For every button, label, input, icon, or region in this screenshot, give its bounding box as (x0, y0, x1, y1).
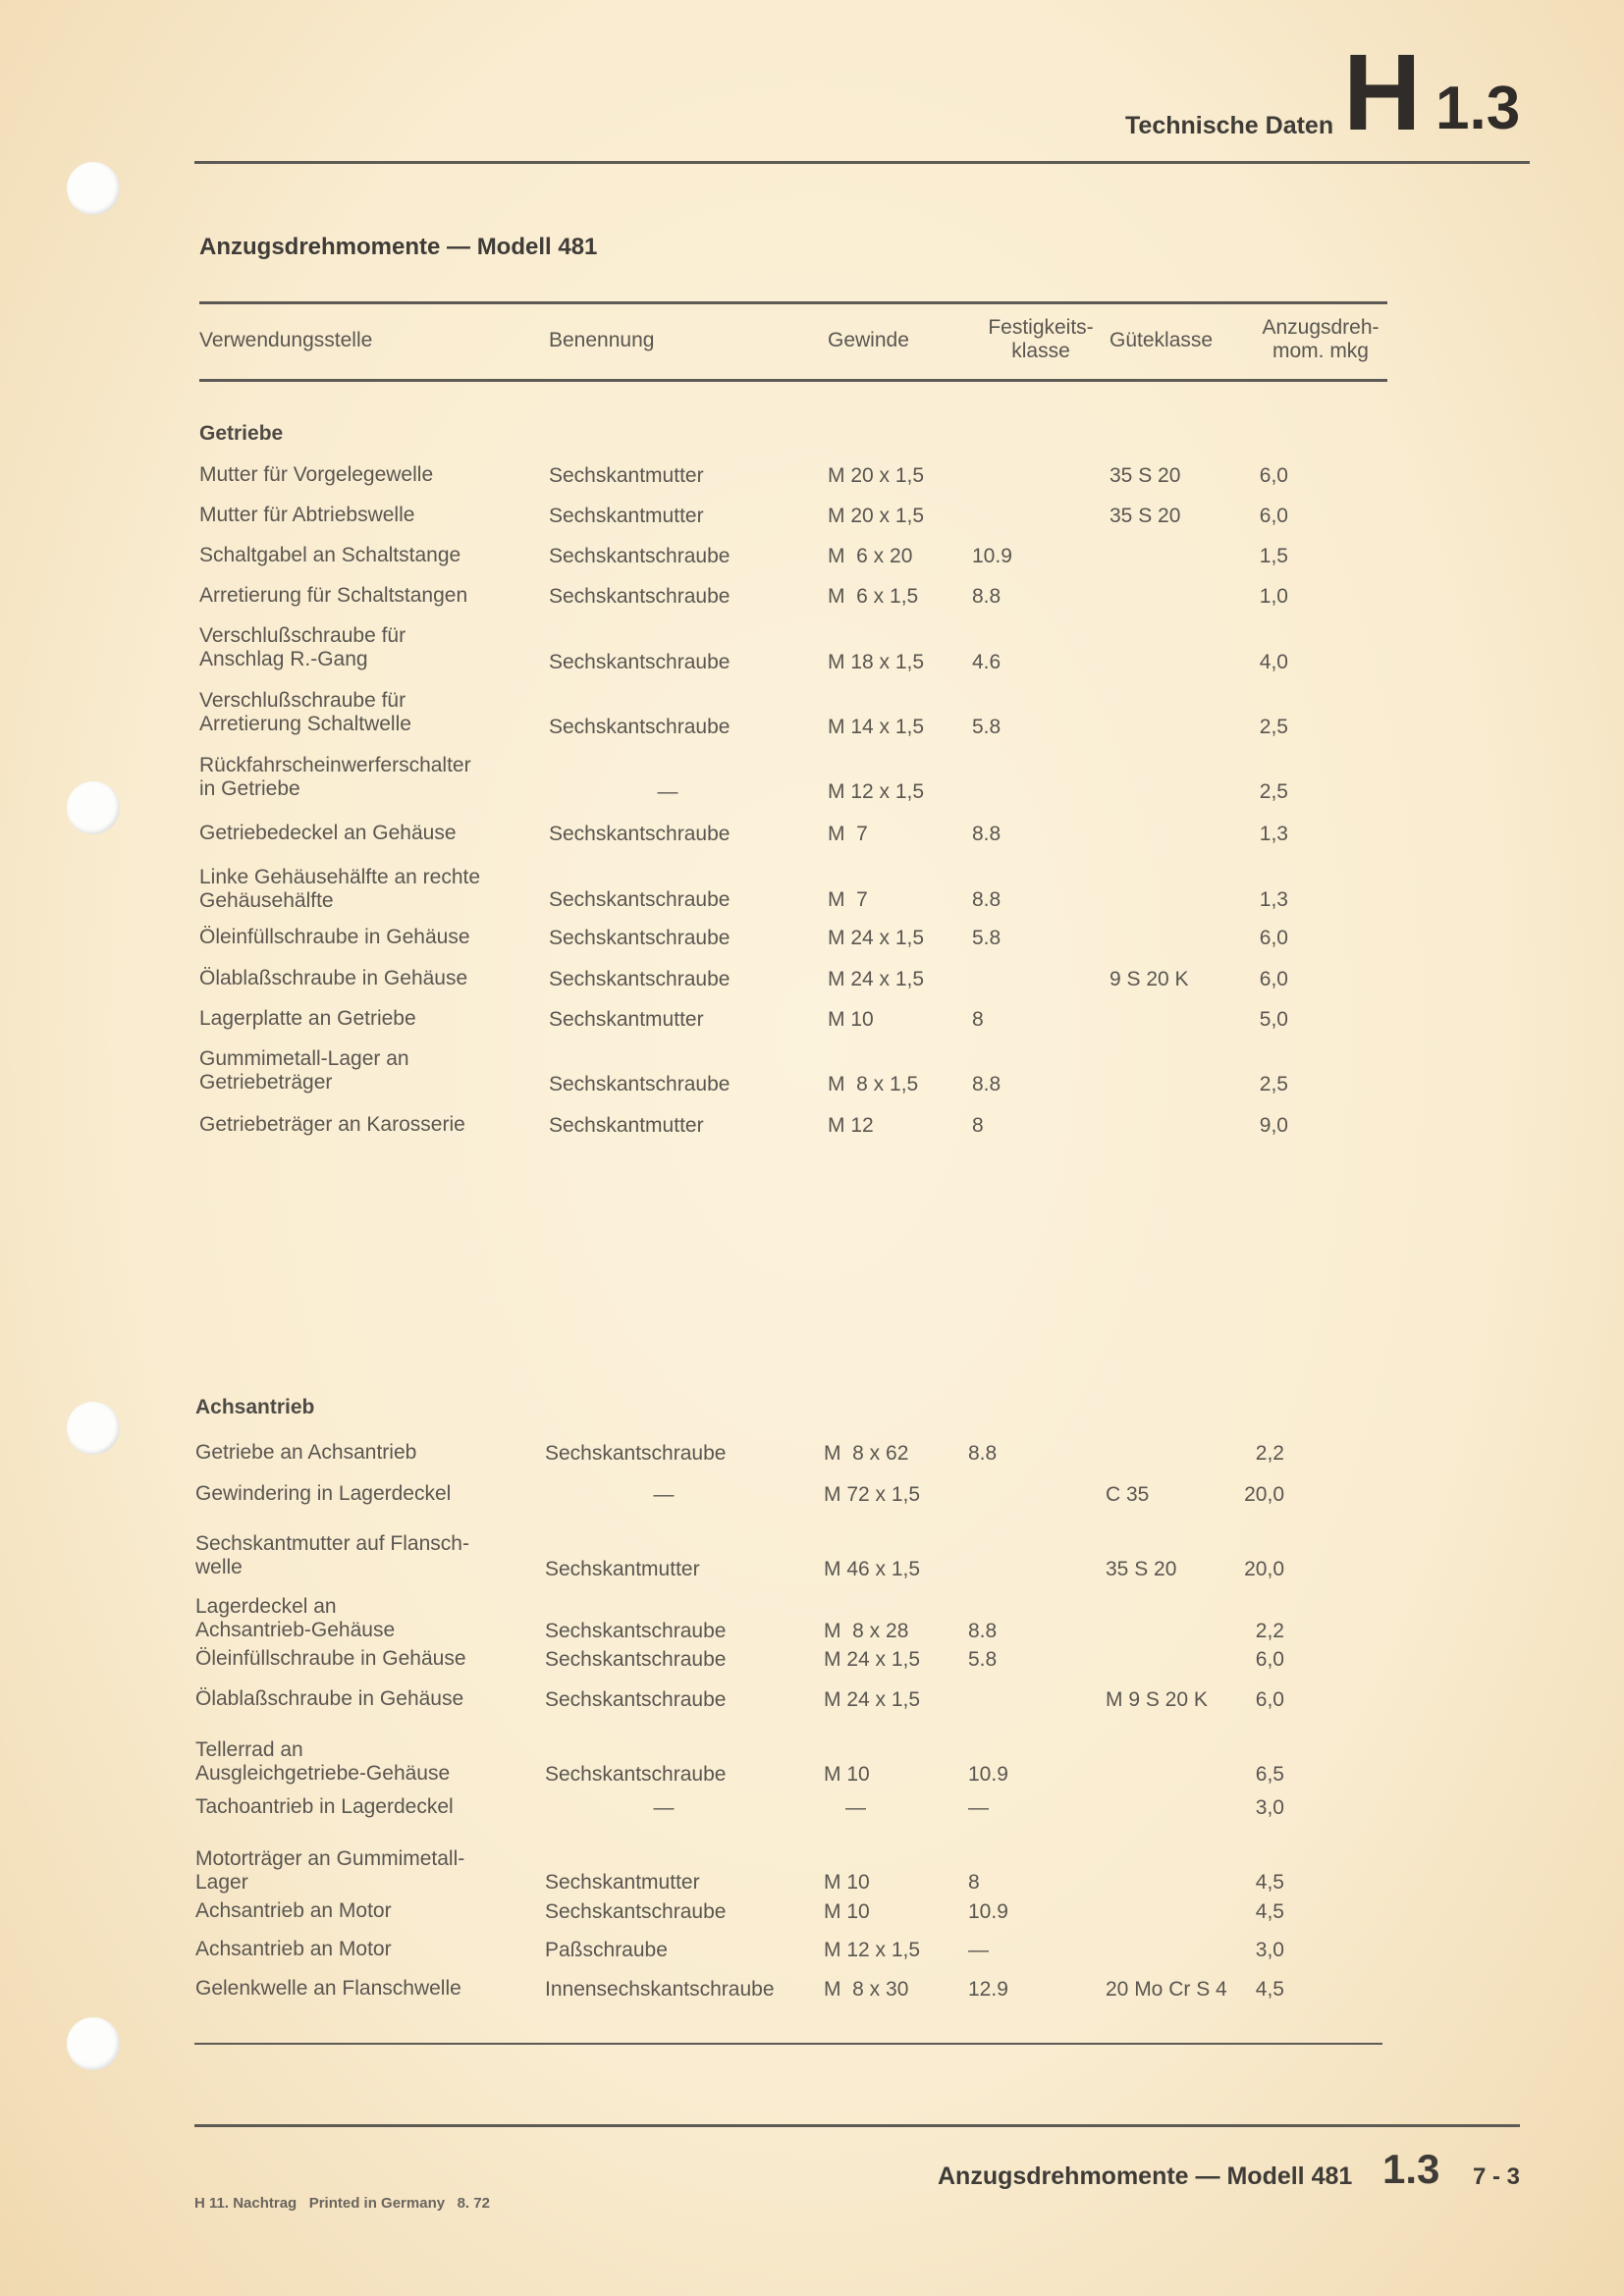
cell-gueteklasse: M 9 S 20 K (1106, 1688, 1208, 1711)
cell-anzugsdrehmoment: 5,0 (1259, 1008, 1288, 1031)
cell-festigkeitsklasse: 8.8 (972, 585, 1001, 608)
cell-anzugsdrehmoment: 6,5 (1255, 1763, 1284, 1786)
cell-verwendungsstelle: Ölablaßschraube in Gehäuse (195, 1687, 464, 1710)
cell-benennung: Sechskantmutter (549, 1008, 704, 1031)
table-header-rule (199, 379, 1387, 382)
cell-benennung: Sechskantschraube (549, 651, 731, 673)
cell-gewinde: — (845, 1796, 866, 1819)
table-bottom-rule (194, 2043, 1382, 2045)
cell-verwendungsstelle: Linke Gehäusehälfte an rechte Gehäusehälfte (199, 866, 481, 912)
punch-hole (67, 162, 120, 215)
cell-gewinde: M 8 x 28 (824, 1620, 909, 1642)
header-rule (194, 161, 1530, 164)
cell-verwendungsstelle: Achsantrieb an Motor (195, 1899, 392, 1922)
cell-gewinde: M 10 (824, 1900, 870, 1923)
cell-anzugsdrehmoment: 1,5 (1259, 545, 1288, 567)
cell-verwendungsstelle: Lagerdeckel an Achsantrieb-Gehäuse (195, 1595, 396, 1641)
cell-anzugsdrehmoment: 4,5 (1255, 1978, 1284, 2001)
cell-benennung: Sechskantschraube (549, 545, 731, 567)
cell-verwendungsstelle: Gewindering in Lagerdeckel (195, 1482, 452, 1505)
cell-festigkeitsklasse: 10.9 (968, 1900, 1008, 1923)
cell-gueteklasse: C 35 (1106, 1483, 1150, 1506)
punch-hole (67, 781, 120, 834)
cell-verwendungsstelle: Öleinfüllschraube in Gehäuse (195, 1647, 466, 1670)
cell-benennung: — (657, 780, 678, 803)
cell-gewinde: M 12 (828, 1114, 874, 1137)
cell-benennung: Sechskantschraube (549, 823, 731, 845)
footer-rule (194, 2124, 1520, 2127)
cell-anzugsdrehmoment: 4,0 (1259, 651, 1288, 673)
cell-anzugsdrehmoment: 20,0 (1244, 1483, 1284, 1506)
cell-verwendungsstelle: Mutter für Vorgelegewelle (199, 463, 434, 486)
cell-verwendungsstelle: Öleinfüllschraube in Gehäuse (199, 926, 470, 948)
cell-anzugsdrehmoment: 2,2 (1255, 1442, 1284, 1465)
cell-festigkeitsklasse: 8.8 (972, 1073, 1001, 1095)
section-heading: Achsantrieb (195, 1396, 315, 1418)
col-header-anzugsdrehmoment: Anzugsdreh- mom. mkg (1262, 316, 1380, 362)
cell-gewinde: M 24 x 1,5 (828, 927, 925, 949)
cell-festigkeitsklasse: 8 (972, 1114, 984, 1137)
cell-anzugsdrehmoment: 2,5 (1259, 716, 1288, 738)
cell-benennung: Sechskantschraube (549, 927, 731, 949)
cell-gueteklasse: 9 S 20 K (1110, 968, 1189, 990)
cell-gewinde: M 72 x 1,5 (824, 1483, 921, 1506)
cell-benennung: Sechskantschraube (545, 1620, 727, 1642)
cell-festigkeitsklasse: 5.8 (972, 716, 1001, 738)
cell-gewinde: M 10 (824, 1871, 870, 1894)
cell-festigkeitsklasse: 8.8 (972, 823, 1001, 845)
cell-benennung: — (653, 1796, 675, 1819)
cell-gueteklasse: 35 S 20 (1110, 464, 1181, 487)
cell-verwendungsstelle: Lagerplatte an Getriebe (199, 1007, 416, 1030)
cell-benennung: Sechskantschraube (549, 968, 731, 990)
cell-verwendungsstelle: Getriebeträger an Karosserie (199, 1113, 465, 1136)
cell-festigkeitsklasse: 8.8 (968, 1442, 998, 1465)
section-title: Technische Daten (1125, 112, 1334, 139)
cell-verwendungsstelle: Arretierung für Schaltstangen (199, 584, 468, 607)
cell-gewinde: M 46 x 1,5 (824, 1558, 921, 1580)
cell-festigkeitsklasse: 5.8 (968, 1648, 998, 1671)
cell-anzugsdrehmoment: 4,5 (1255, 1900, 1284, 1923)
cell-gewinde: M 14 x 1,5 (828, 716, 925, 738)
cell-gewinde: M 6 x 20 (828, 545, 913, 567)
cell-benennung: Sechskantschraube (545, 1442, 727, 1465)
cell-gewinde: M 12 x 1,5 (828, 780, 925, 803)
cell-anzugsdrehmoment: 6,0 (1259, 968, 1288, 990)
cell-verwendungsstelle: Verschlußschraube für Arretierung Schaltwelle (199, 689, 411, 735)
cell-festigkeitsklasse: 8 (968, 1871, 980, 1894)
table-top-rule (199, 301, 1387, 304)
cell-gueteklasse: 35 S 20 (1106, 1558, 1177, 1580)
chapter-letter: H (1343, 32, 1422, 153)
punch-hole (67, 2017, 120, 2070)
cell-gewinde: M 24 x 1,5 (824, 1648, 921, 1671)
cell-anzugsdrehmoment: 20,0 (1244, 1558, 1284, 1580)
cell-anzugsdrehmoment: 3,0 (1255, 1796, 1284, 1819)
cell-verwendungsstelle: Schaltgabel an Schaltstange (199, 544, 461, 566)
cell-verwendungsstelle: Gummimetall-Lager an Getriebeträger (199, 1047, 409, 1094)
col-header-gueteklasse: Güteklasse (1110, 329, 1214, 351)
cell-anzugsdrehmoment: 1,0 (1259, 585, 1288, 608)
cell-festigkeitsklasse: 8.8 (972, 888, 1001, 911)
cell-gewinde: M 10 (824, 1763, 870, 1786)
cell-benennung: Sechskantschraube (545, 1688, 727, 1711)
cell-gueteklasse: 20 Mo Cr S 4 (1106, 1978, 1227, 2001)
cell-gewinde: M 8 x 30 (824, 1978, 909, 2001)
col-header-benennung: Benennung (549, 329, 655, 351)
cell-anzugsdrehmoment: 6,0 (1255, 1648, 1284, 1671)
cell-gewinde: M 8 x 62 (824, 1442, 909, 1465)
cell-benennung: Sechskantmutter (549, 464, 704, 487)
cell-benennung: Sechskantschraube (549, 888, 731, 911)
cell-benennung: Sechskantmutter (545, 1558, 700, 1580)
chapter-number: 1.3 (1435, 75, 1521, 142)
cell-anzugsdrehmoment: 2,5 (1259, 1073, 1288, 1095)
cell-benennung: Sechskantschraube (549, 1073, 731, 1095)
cell-verwendungsstelle: Motorträger an Gummimetall- Lager (195, 1847, 465, 1894)
cell-anzugsdrehmoment: 6,0 (1259, 505, 1288, 527)
cell-anzugsdrehmoment: 3,0 (1255, 1939, 1284, 1961)
cell-verwendungsstelle: Verschlußschraube für Anschlag R.-Gang (199, 624, 406, 670)
cell-benennung: Sechskantmutter (545, 1871, 700, 1894)
cell-verwendungsstelle: Tellerrad an Ausgleichgetriebe-Gehäuse (195, 1738, 451, 1785)
cell-anzugsdrehmoment: 6,0 (1259, 464, 1288, 487)
section-heading: Getriebe (199, 422, 284, 445)
cell-gewinde: M 20 x 1,5 (828, 464, 925, 487)
cell-gewinde: M 7 (828, 888, 868, 911)
footer-section: 1.3 (1382, 2146, 1440, 2192)
cell-gewinde: M 10 (828, 1008, 874, 1031)
cell-gewinde: M 24 x 1,5 (828, 968, 925, 990)
cell-verwendungsstelle: Rückfahrscheinwerferschalter in Getriebe (199, 754, 471, 800)
cell-gewinde: M 8 x 1,5 (828, 1073, 919, 1095)
cell-festigkeitsklasse: 10.9 (968, 1763, 1008, 1786)
cell-anzugsdrehmoment: 1,3 (1259, 823, 1288, 845)
cell-anzugsdrehmoment: 6,0 (1259, 927, 1288, 949)
cell-verwendungsstelle: Tachoantrieb in Lagerdeckel (195, 1795, 454, 1818)
cell-verwendungsstelle: Gelenkwelle an Flanschwelle (195, 1977, 461, 2000)
cell-gueteklasse: 35 S 20 (1110, 505, 1181, 527)
page-title: Anzugsdrehmomente — Modell 481 (199, 234, 598, 260)
cell-anzugsdrehmoment: 4,5 (1255, 1871, 1284, 1894)
cell-benennung: Sechskantmutter (549, 505, 704, 527)
cell-gewinde: M 7 (828, 823, 868, 845)
cell-festigkeitsklasse: 4.6 (972, 651, 1001, 673)
cell-gewinde: M 24 x 1,5 (824, 1688, 921, 1711)
footer-page-number: 7 - 3 (1473, 2163, 1521, 2190)
cell-festigkeitsklasse: — (968, 1939, 989, 1961)
cell-benennung: Innensechskantschraube (545, 1978, 775, 2001)
cell-benennung: Sechskantschraube (545, 1648, 727, 1671)
cell-anzugsdrehmoment: 2,2 (1255, 1620, 1284, 1642)
cell-benennung: Sechskantmutter (549, 1114, 704, 1137)
cell-festigkeitsklasse: 8.8 (968, 1620, 998, 1642)
cell-festigkeitsklasse: 12.9 (968, 1978, 1008, 2001)
cell-anzugsdrehmoment: 6,0 (1255, 1688, 1284, 1711)
footer-title: Anzugsdrehmomente — Modell 481 (938, 2163, 1353, 2190)
cell-verwendungsstelle: Getriebe an Achsantrieb (195, 1441, 417, 1464)
col-header-gewinde: Gewinde (828, 329, 909, 351)
cell-festigkeitsklasse: 8 (972, 1008, 984, 1031)
cell-festigkeitsklasse: 10.9 (972, 545, 1012, 567)
cell-festigkeitsklasse: — (968, 1796, 989, 1819)
cell-gewinde: M 18 x 1,5 (828, 651, 925, 673)
cell-anzugsdrehmoment: 2,5 (1259, 780, 1288, 803)
cell-verwendungsstelle: Ölablaßschraube in Gehäuse (199, 967, 468, 989)
footer-imprint: H 11. Nachtrag Printed in Germany 8. 72 (194, 2195, 490, 2212)
cell-verwendungsstelle: Achsantrieb an Motor (195, 1938, 392, 1960)
col-header-verwendungsstelle: Verwendungsstelle (199, 329, 373, 351)
cell-benennung: Paßschraube (545, 1939, 668, 1961)
cell-gewinde: M 6 x 1,5 (828, 585, 919, 608)
cell-benennung: Sechskantschraube (549, 716, 731, 738)
punch-hole (67, 1402, 120, 1455)
cell-benennung: Sechskantschraube (545, 1900, 727, 1923)
cell-anzugsdrehmoment: 9,0 (1259, 1114, 1288, 1137)
cell-benennung: Sechskantschraube (545, 1763, 727, 1786)
cell-gewinde: M 20 x 1,5 (828, 505, 925, 527)
cell-gewinde: M 12 x 1,5 (824, 1939, 921, 1961)
col-header-festigkeitsklasse: Festigkeits- klasse (988, 316, 1094, 362)
cell-verwendungsstelle: Mutter für Abtriebswelle (199, 504, 415, 526)
cell-benennung: — (653, 1483, 675, 1506)
cell-verwendungsstelle: Sechskantmutter auf Flansch- welle (195, 1532, 469, 1578)
cell-benennung: Sechskantschraube (549, 585, 731, 608)
cell-anzugsdrehmoment: 1,3 (1259, 888, 1288, 911)
cell-verwendungsstelle: Getriebedeckel an Gehäuse (199, 822, 457, 844)
cell-festigkeitsklasse: 5.8 (972, 927, 1001, 949)
